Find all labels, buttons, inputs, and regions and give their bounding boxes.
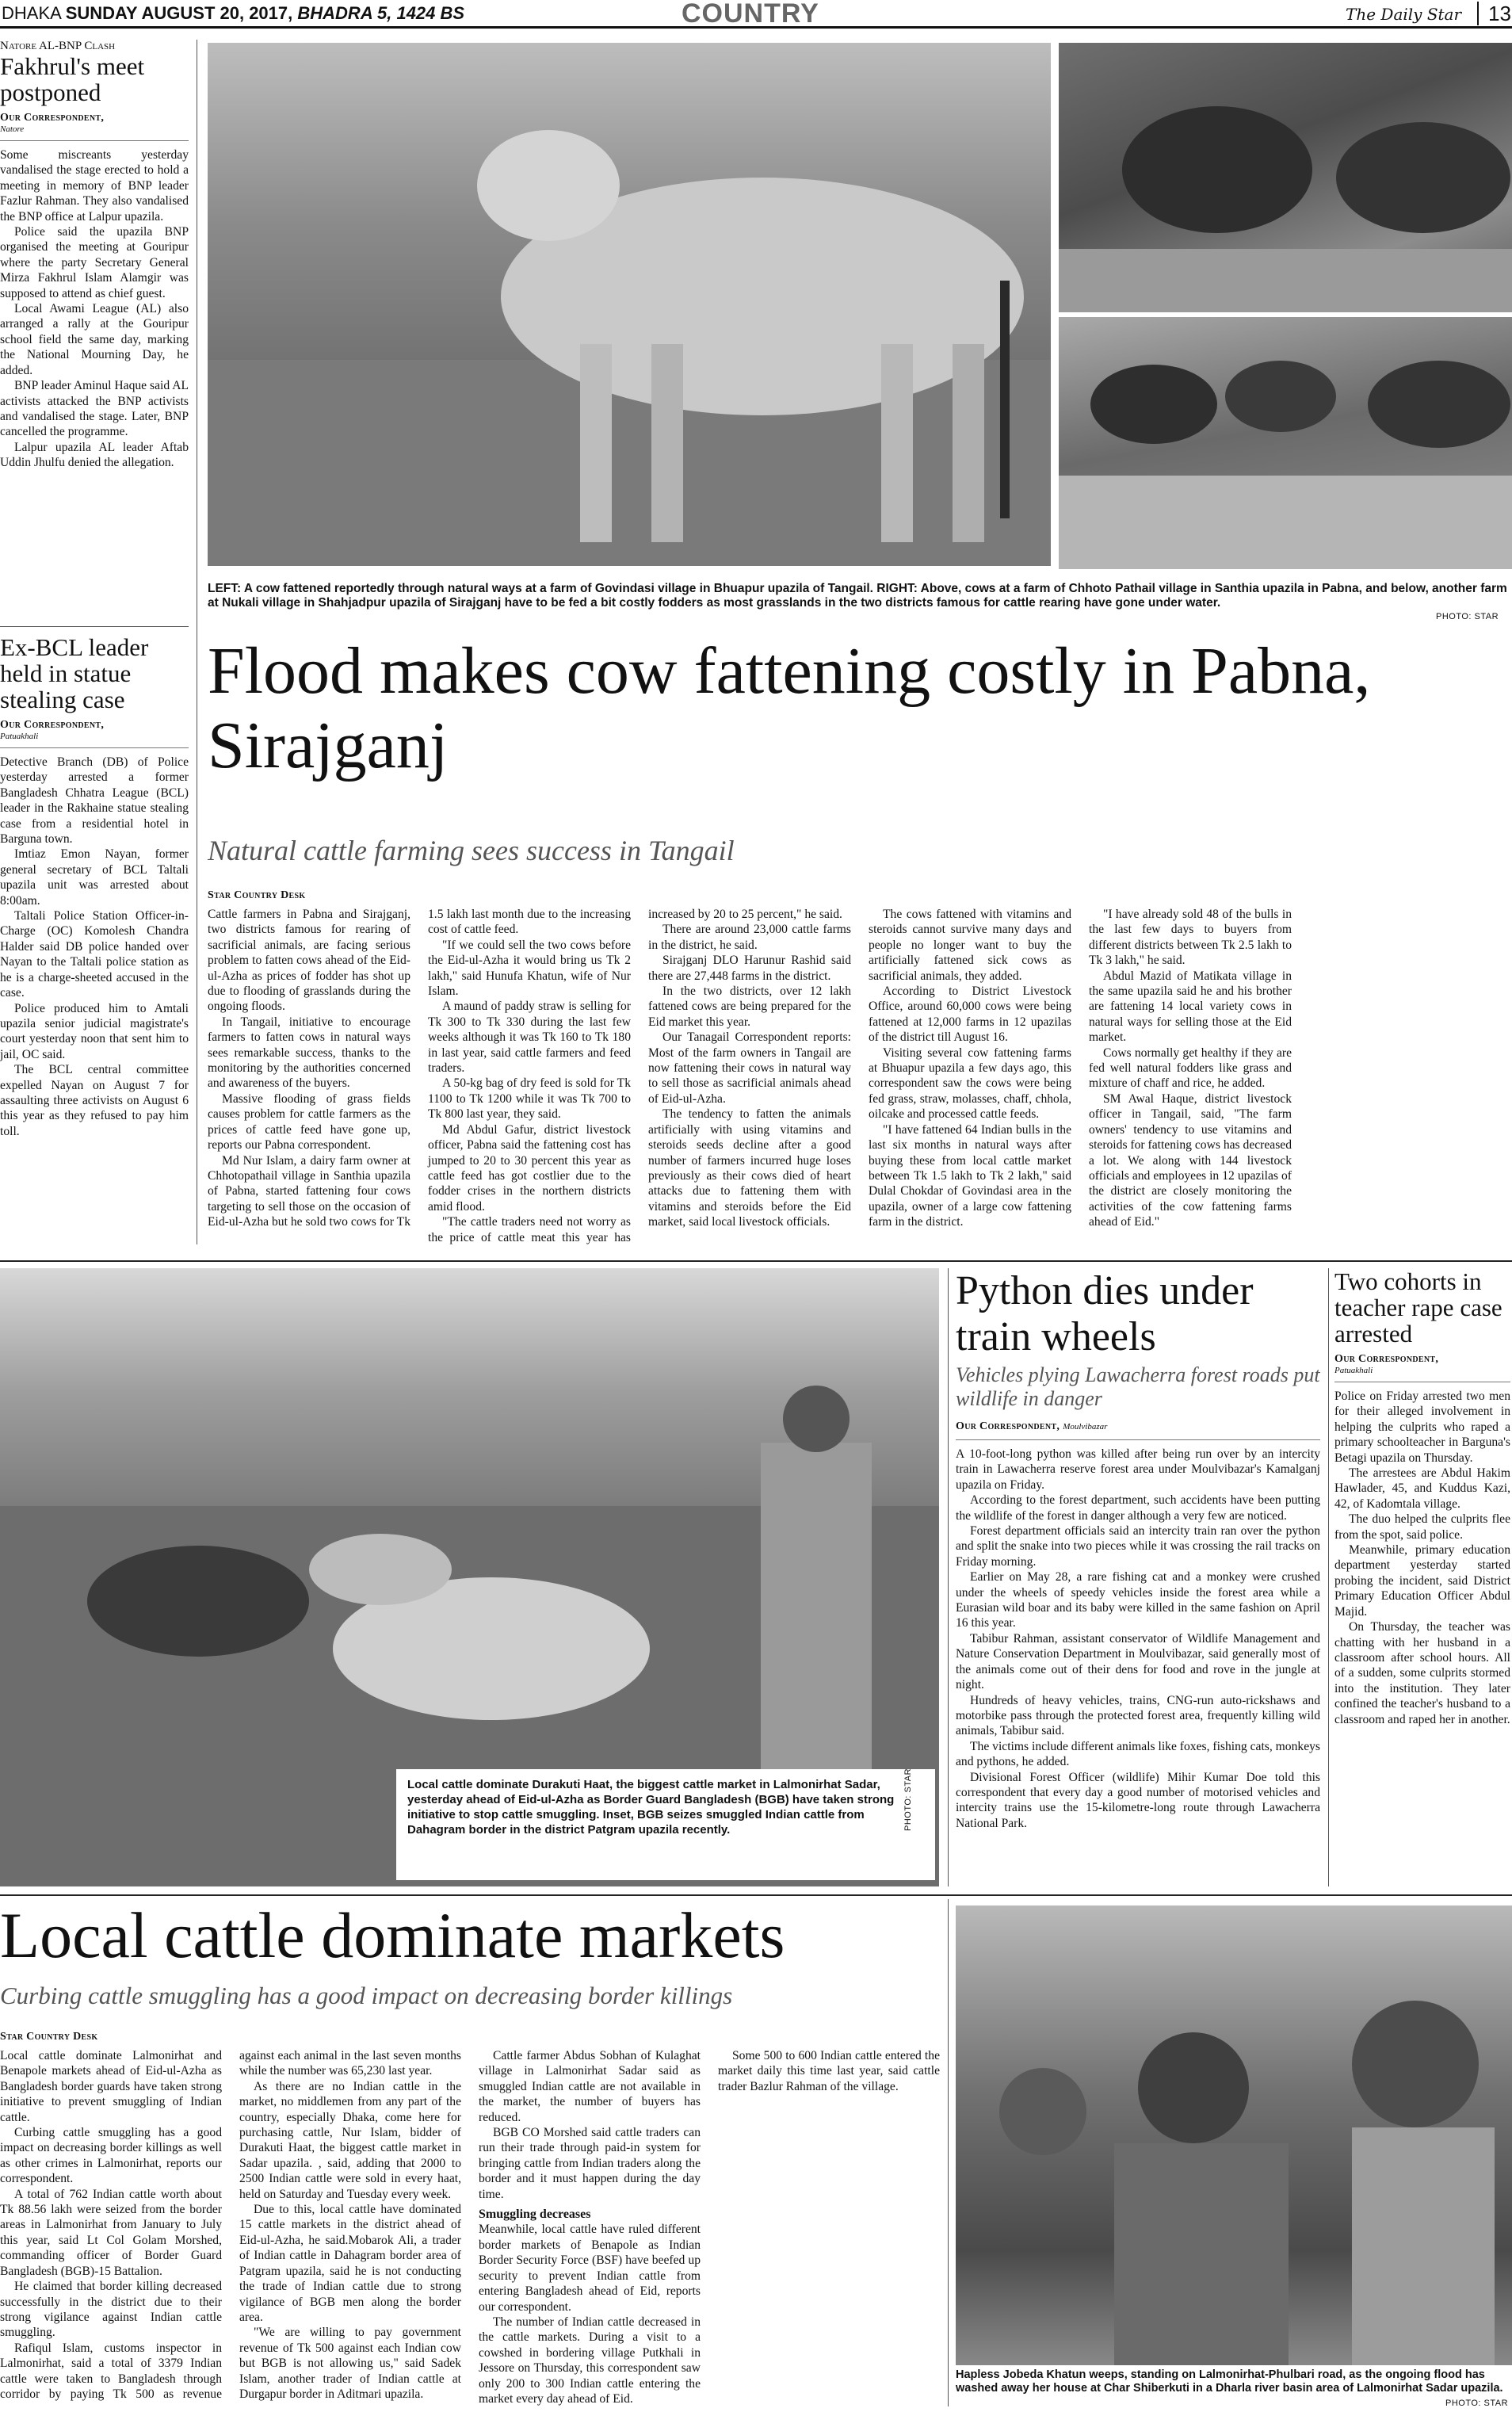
paragraph: As there are no Indian cattle in the market, no middlemen from any part of the country, especially Dhaka, come here for purchasing cattle, Nur Islam, bidder of Durakuti Haat, the biggest cattle market in Sadar upazila. , said, adding that 2000 to 2500 Indian cattle were sold in every haat, held on Saturday and Tuesday every week. xyxy=(239,2079,461,2201)
paragraph: Curbing cattle smuggling has a good impact on decreasing border killings as well as other crimes in Lalmonirhat, reports our correspondent. xyxy=(0,2126,222,2186)
main-byline: Star Country Desk xyxy=(208,889,306,901)
photo-credit: PHOTO: STAR xyxy=(1436,612,1499,621)
photo-credit: PHOTO: STAR xyxy=(1445,2399,1509,2408)
byline-place: Moulvibazar xyxy=(1063,1422,1108,1432)
byline: Our Correspondent, xyxy=(0,719,105,731)
paragraph: The tendency to fatten the animals artificially with using vitamins and steroids seeds decline after a good number of farmers incurred huge loses previously as their cows died of heart attacks due to fattening them with vitamins and steroids before the Eid market, said local livestock officials. xyxy=(648,1107,851,1229)
farm-illustration xyxy=(1059,317,1512,569)
main-story-body xyxy=(208,907,1512,1256)
column-divider xyxy=(948,1899,949,2406)
paragraph: Hundreds of heavy vehicles, trains, CNG-run auto-rickshaws and motorbike pass through the protected forest area, frequently killing wild animals, Tabibur said. xyxy=(956,1693,1320,1738)
paragraph: A total of 762 Indian cattle worth about Tk 88.56 lakh were seized from the border areas in Lalmonirhat from January to July this year, said Lt Col Golam Morshed, commanding officer of Border Guard Bangladesh (BGB)-15 Battalion. xyxy=(0,2187,222,2278)
paragraph: Forest department officials said an intercity train ran over the python and split the snake into two pieces while it was crossing the rail tracks on Friday morning. xyxy=(956,1524,1320,1569)
page-number: 13 xyxy=(1477,2,1511,25)
byline-place: Natore xyxy=(0,124,25,134)
paragraph: Massive flooding of grass fields causes problem for cattle farmers as the prices of cattle feed have gone up, reports our Pabna correspondent. xyxy=(208,1091,410,1152)
paragraph: "I have fattened 64 Indian bulls in the last six months in natural ways after buying these from local cattle market between Tk 1.5 lakh to Tk 2 lakh," said Dulal Chokdar of Govindasi area in the upazila, owner of a large cow fattening farm in the district. xyxy=(869,1122,1071,1229)
column-divider xyxy=(1328,1268,1329,1886)
divider xyxy=(0,1894,1512,1896)
paragraph: Divisional Forest Officer (wildlife) Mihir Kumar Doe told this correspondent that every day a good number of motorised vehicles and intercity trains use the 15-kilometre-long route through Lawacherra National Park. xyxy=(956,1770,1320,1830)
paragraph: Meanwhile, primary education department yesterday started probing the incident, said District Primary Education Officer Abdul Majid. xyxy=(1334,1543,1510,1619)
story-title: Two cohorts in teacher rape case arrested xyxy=(1334,1267,1502,1347)
flood-illustration xyxy=(956,1906,1512,2365)
paragraph: Some 500 to 600 Indian cattle entered the market daily this time last year, said cattle trader Bazlur Rahman of the village. xyxy=(718,2049,940,2093)
cattle-headline: Local cattle dominate markets xyxy=(0,1899,785,1971)
paragraph: Earlier on May 28, a rare fishing cat and a monkey were crushed under the wheels of speedy vehicles inside the forest area while a Eurasian wild boar and its baby were killed in the same fashion on April 16 this year. xyxy=(956,1570,1320,1630)
photo-credit: PHOTO: STAR xyxy=(903,1768,913,1831)
paragraph: Cows normally get healthy if they are fed well natural fodders like grass and mixture of chaff and rice, he added. xyxy=(1089,1045,1292,1091)
paragraph: BNP leader Aminul Haque said AL activists attacked the BNP activists and vandalised the stage. Later, BNP cancelled the programme. xyxy=(0,379,189,439)
byline: Our Correspondent, xyxy=(0,112,105,124)
paragraph: The number of Indian cattle decreased in the cattle markets. During a visit to a cowshed in bordering village Putkhali in Jessore on Thursday, this correspondent saw only 200 to 300 Indian cattle entering the market every day ahead of Eid. xyxy=(479,2315,701,2406)
paragraph: Md Nur Islam, a dairy farm owner at Chhotopathail village in Santhia upazila of Pabna, started fattening four cows targeting to sell those on the occasion of Eid-ul-Azha but he sold two cows for Tk 1.5 lakh last month due to the increasing cost of cattle feed. xyxy=(208,908,631,1229)
header-dateline xyxy=(2,3,464,24)
header-date: SUNDAY AUGUST 20, 2017, xyxy=(65,3,293,23)
story-title: Fakhrul's meet postponed xyxy=(0,52,145,106)
masthead: The Daily Star xyxy=(1346,5,1462,24)
byline: Our Correspondent, xyxy=(956,1420,1060,1432)
byline-place: Patuakhali xyxy=(1334,1366,1373,1375)
story-body xyxy=(956,1439,1320,1831)
story-teacher-case xyxy=(1334,1268,1510,1727)
photo-caption-top: LEFT: A cow fattened reportedly through natural ways at a farm of Govindasi village in Bhuapur upazila of Tangail. RIGHT: Above, cows at a farm of Chhoto Pathail village in Santhia upazila in Pabna, and below, another farm at Nukali village in Shahjadpur upazila of Sirajganj have to be fed a bit costly fodders as most grasslands in the two districts famous for cattle rearing have gone under water. xyxy=(208,582,1507,610)
cattle-byline: Star Country Desk xyxy=(0,2031,98,2043)
paragraph: Police produced him to Amtali upazila senior judicial magistrate's court yesterday noon that sent him to jail, OC said. xyxy=(0,1001,189,1061)
cattle-subhead: Curbing cattle smuggling has a good impact on decreasing border killings xyxy=(0,1982,733,2009)
paragraph: SM Awal Haque, district livestock officer in Tangail, said, "The farm owners' tendency to use vitamins and steroids for fattening cows has decreased a lot. We along with 144 livestock officials and employees in 12 upazilas of the district are closely monitoring the activities of the cow fattening farms ahead of Eid." xyxy=(1089,1091,1292,1229)
page-header xyxy=(0,0,1512,29)
photo-flood-victim xyxy=(956,1906,1512,2365)
photo-sirajganj-farm xyxy=(1059,317,1512,569)
paragraph: Detective Branch (DB) of Police yesterday arrested a former Bangladesh Chhatra League (BCL) leader in the Rakhaine statue stealing case from a residential hotel in Barguna town. xyxy=(0,755,189,847)
paragraph: On Thursday, the teacher was chatting with her husband in a classroom after school hours. All of a sudden, some culprits stormed into the institution. They later confined the teacher's husband to a classroom and raped her in another. xyxy=(1334,1620,1510,1726)
paragraph: Cattle farmers in Pabna and Sirajganj, two districts famous for rearing of sacrificial animals, are facing serious problem to fatten cows ahead of the Eid-ul-Azha as prices of fodder has shot up due to flooding of grasslands during the ongoing floods. xyxy=(208,908,410,1014)
cow-illustration xyxy=(208,43,1051,566)
paragraph: Police on Friday arrested two men for their alleged involvement in helping the culprits who raped a primary schoolteacher in Barguna's Betagi upazila on Thursday. xyxy=(1334,1389,1510,1465)
paragraph: Imtiaz Emon Nayan, former general secretary of BCL Taltali upazila unit was arrested about 8:00am. xyxy=(0,847,189,908)
paragraph: He claimed that border killing decreased successfully in the district due to their strong vigilance against Indian cattle smuggling. xyxy=(0,2280,222,2340)
paragraph: In Tangail, initiative to encourage farmers to fatten cows in natural ways sees remarkable success, thanks to the monitoring by the authorities concerned and awareness of the buyers. xyxy=(208,1015,410,1091)
paragraph: A maund of paddy straw is selling for Tk 300 to Tk 330 during the last few weeks although it was Tk 160 to Tk 180 in last year, said cattle farmers and feed traders. xyxy=(428,1000,631,1076)
paragraph: Sirajganj DLO Harunur Rashid said there are 27,448 farms in the district. xyxy=(648,954,851,983)
photo-caption-market: Local cattle dominate Durakuti Haat, the biggest cattle market in Lalmonirhat Sadar, yesterday ahead of Eid-ul-Azha as Border Guard Bangladesh (BGB) have taken strong initiative to stop cattle smuggling. Inset, BGB seizes smuggled Indian cattle from Dahagram border in the district Patgram upazila recently. xyxy=(407,1778,895,1837)
story-bcl-leader xyxy=(0,634,189,1139)
paragraph: "If we could sell the two cows before the Eid-ul-Azha it would bring us Tk 2 lakh," said Hunufa Khatun, wife of Nur Islam. xyxy=(428,938,631,999)
paragraph: "I have already sold 48 of the bulls in the last few days to buyers from different districts between Tk 2.5 lakh to Tk 3 lakh," he said. xyxy=(1089,908,1292,968)
paragraph: The BCL central committee expelled Nayan on August 7 for assaulting three activists on August 6 this year as they refused to pay him toll. xyxy=(0,1063,189,1138)
story-subhead: Vehicles plying Lawacherra forest roads put wildlife in danger xyxy=(956,1363,1320,1410)
photo-pabna-farm xyxy=(1059,43,1512,312)
paragraph: Taltali Police Station Officer-in-Charge (OC) Komolesh Chandra Halder said DB police handed over Nayan to the Taltali police station as he is a charge-sheeted accused in the case. xyxy=(0,909,189,1000)
divider xyxy=(0,1260,1512,1262)
story-python xyxy=(956,1268,1320,1831)
paragraph: Our Tanagail Correspondent reports: Most of the farm owners in Tangail are now fattening their cows in natural way to sell those as sacrificial animals ahead of Eid-ul-Azha. xyxy=(648,1030,851,1106)
dateline: DHAKA xyxy=(2,3,61,23)
paragraph: A 10-foot-long python was killed after being run over by an intercity train in Lawacherra reserve forest area under Moulvibazar's Kamalganj upazila on Friday. xyxy=(956,1447,1320,1492)
paragraph: The cows fattened with vitamins and steroids cannot survive many days and people no longer want to buy the artificially fattened sick cows as sacrificial animals, they added. xyxy=(869,908,1071,983)
paragraph: The duo helped the culprits flee from the spot, said police. xyxy=(1334,1512,1510,1542)
paragraph: BGB CO Morshed said cattle traders can run their trade through paid-in system for bringing cattle from Indian traders along the border and it must happen during the day time. xyxy=(479,2126,701,2201)
story-title: Ex-BCL leader held in statue stealing case xyxy=(0,633,149,713)
paragraph: Local Awami League (AL) also arranged a rally at the Gouripur school field the same day, marking the National Mourning Day, he added. xyxy=(0,302,189,377)
main-subhead: Natural cattle farming sees success in Tangail xyxy=(208,835,735,866)
paragraph: Visiting several cow fattening farms at Bhuapur upazila a few days ago, this correspondent saw the cows were being fed grass, straw, molasses, chaff, chhola, oilcake and processed cattle feeds. xyxy=(869,1045,1071,1122)
column-divider xyxy=(948,1268,949,1886)
paragraph: Rafiqul Islam, customs inspector in Lalmonirhat, said a total of 3379 Indian cattle were taken to Bangladesh through corridor by paying Tk 500 as revenue against each animal in the last seven months while the number was 65,230 last year. xyxy=(0,2049,461,2401)
byline-place: Patuakhali xyxy=(0,732,39,741)
story-body xyxy=(0,747,189,1139)
paragraph: According to District Livestock Office, around 60,000 cows were being fattened at 12,000 farms in 12 upazilas of the district till August 16. xyxy=(869,984,1071,1045)
section-name: COUNTRY xyxy=(682,0,819,29)
paragraph: "The cattle traders need not worry as the price of cattle meat this year has increased by 20 to 25 percent," he said. xyxy=(428,908,842,1244)
paragraph: Local cattle dominate Lalmonirhat and Benapole markets ahead of Eid-ul-Azha as Bangladesh border guards have taken strong initiative to prevent smuggling of Indian cattle. xyxy=(0,2049,222,2124)
story-body xyxy=(0,140,189,471)
paragraph: Md Abdul Gafur, district livestock officer, Pabna said the fattening cost has jumped to 20 to 30 percent this year as cattle feed has got costlier due to the fodder crises in the northern districts amid flood. xyxy=(428,1122,631,1214)
story-fakhrul-meet xyxy=(0,40,189,471)
paragraph: Tabibur Rahman, assistant conservator of Wildlife Management and Nature Conservation Department in Moulvibazar, said generally most of the animals come out of their dens for food and rove in the jungle at night. xyxy=(956,1631,1320,1692)
farm-illustration xyxy=(1059,43,1512,312)
paragraph: According to the forest department, such accidents have been putting the wildlife of the forest in danger although a very few are noticed. xyxy=(956,1493,1320,1523)
paragraph: Lalpur upazila AL leader Aftab Uddin Jhulfu denied the allegation. xyxy=(0,440,189,470)
story-title: Python dies under train wheels xyxy=(956,1268,1254,1359)
paragraph: Some miscreants yesterday vandalised the stage erected to hold a meeting in memory of BNP leader Fazlur Rahman. They also vandalised the BNP office at Lalpur upazila. xyxy=(0,148,189,224)
paragraph: The arrestees are Abdul Hakim Hawlader, 45, and Kuddus Kazi, 42, of Kadomtala village. xyxy=(1334,1466,1510,1511)
main-headline: Flood makes cow fattening costly in Pabna, Sirajganj xyxy=(208,634,1371,782)
paragraph: Meanwhile, local cattle have ruled different border markets of Benapole as Indian Border Security Force (BSF) have beefed up security to prevent Indian cattle from entering Bangladesh ahead of Eid, reports our correspondent. xyxy=(479,2223,701,2314)
photo-caption-flood: Hapless Jobeda Khatun weeps, standing on Lalmonirhat-Phulbari road, as the ongoing flood has washed away her house at Char Shiberkuti in a Dharla river basin area of Lalmonirhat Sadar upazila. xyxy=(956,2368,1503,2395)
story-kicker: Natore AL-BNP Clash xyxy=(0,40,116,52)
paragraph: Police said the upazila BNP organised the meeting at Gouripur where the party Secretary General Mirza Fakhrul Islam Alamgir was supposed to attend as chief guest. xyxy=(0,225,189,300)
paragraph: Abdul Mazid of Matikata village in the same upazila said he and his brother are fattening 14 local variety cows in natural ways for selling those at the Eid market. xyxy=(1089,969,1292,1045)
paragraph: A 50-kg bag of dry feed is sold for Tk 1100 to Tk 1200 while it was Tk 700 to Tk 800 last year, they said. xyxy=(428,1076,631,1122)
header-bengali-date: BHADRA 5, 1424 BS xyxy=(297,3,465,23)
story-body xyxy=(1334,1382,1510,1727)
paragraph: There are around 23,000 cattle farms in the district, he said. xyxy=(648,923,851,952)
paragraph: The victims include different animals like foxes, fishing cats, monkeys and pythons, he added. xyxy=(956,1739,1320,1769)
cattle-story-body xyxy=(0,2048,940,2409)
paragraph: Due to this, local cattle have dominated 15 cattle markets in the district ahead of Eid-ul-Azha, he said.Mobarok Ali, a trader of Indian cattle in Dahagram border area of Patgram upazila, said he is not conducting the trade of Indian cattle due to strong vigilance of BGB men along the border area. xyxy=(239,2203,461,2324)
paragraph: Cattle farmer Abdus Sobhan of Kulaghat village in Lalmonirhat Sadar said as smuggled Indian cattle are not available in the market, the number of buyers has reduced. xyxy=(479,2049,701,2124)
paragraph: "We are willing to pay government revenue of Tk 500 against each Indian cow but BGB is not allowing us," said Sadek Islam, another trader of Indian cattle at Durgapur border in Aditmari upazila. xyxy=(239,2326,461,2401)
byline: Our Correspondent, xyxy=(1334,1353,1439,1365)
subsection-title: Smuggling decreases xyxy=(479,2207,591,2222)
photo-fattened-cow xyxy=(208,43,1051,566)
market-caption-box xyxy=(396,1769,935,1880)
divider xyxy=(0,626,189,627)
paragraph: In the two districts, over 12 lakh fattened cows are being prepared for the Eid market this year. xyxy=(648,984,851,1029)
